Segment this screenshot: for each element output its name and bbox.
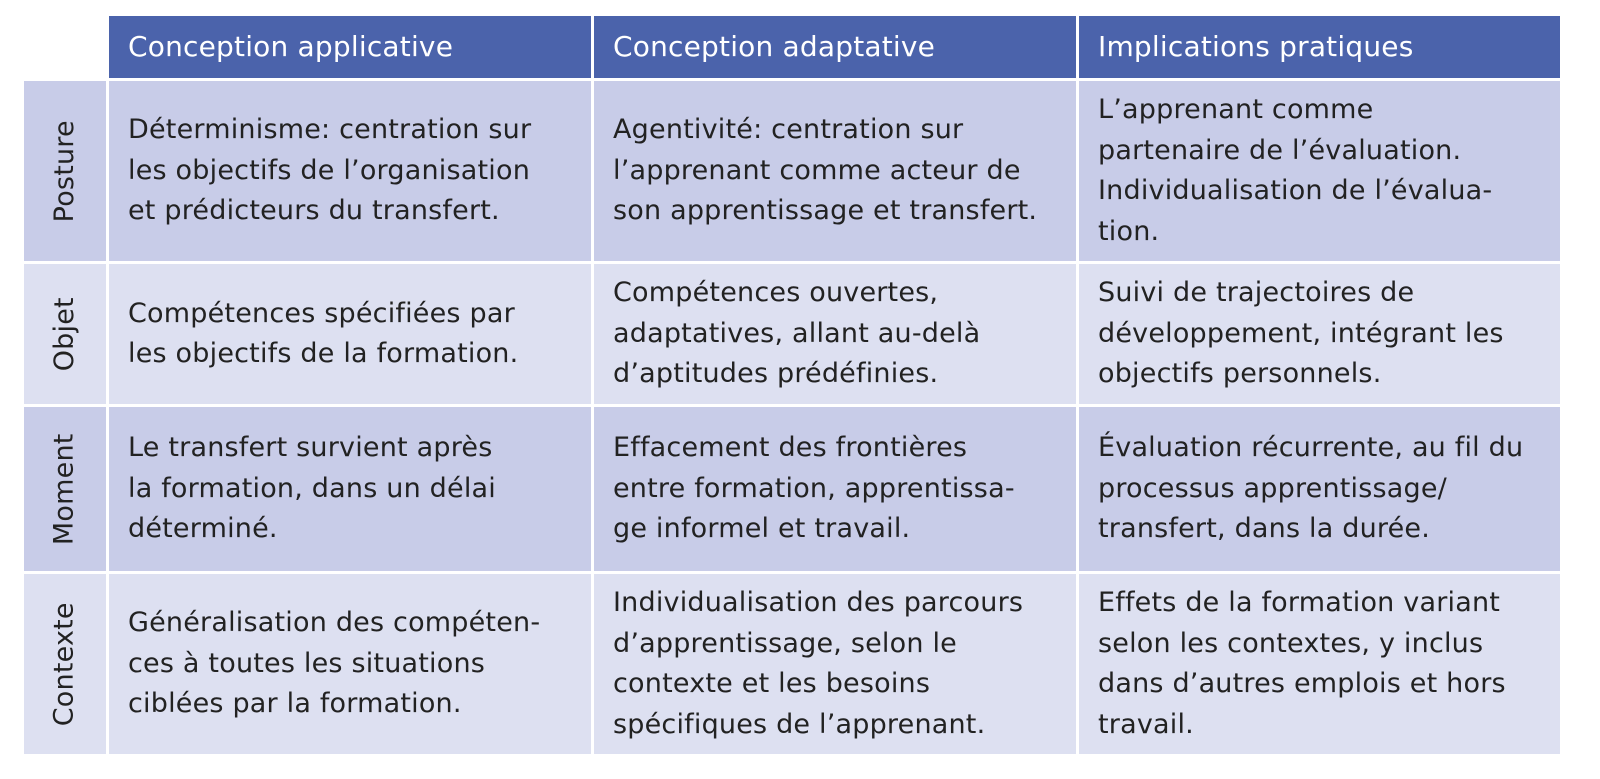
table-cell: Évaluation récurrente, au fil du processus apprentissage/ transfert, dans la durée. [1079, 407, 1560, 571]
row-header-moment [24, 407, 106, 571]
table-cell: Agentivité: centration sur l’apprenant comme acteur de son apprentissage et transfert. [594, 81, 1076, 261]
row-label: Moment [48, 433, 80, 545]
table-cell: Suivi de trajectoires de développement, intégrant les objectifs personnels. [1079, 264, 1560, 404]
table-cell: Effets de la formation variant selon les contextes, y inclus dans d’autres emplois et hors travail. [1079, 574, 1560, 754]
table-cell: L’apprenant comme partenaire de l’évaluation. Individualisation de l’évalua- tion. [1079, 81, 1560, 261]
table-cell: Effacement des frontières entre formation, apprentissa- ge informel et travail. [594, 407, 1076, 571]
row-label: Contexte [48, 602, 80, 726]
row-label: Posture [48, 119, 80, 223]
table-cell: Déterminisme: centration sur les objectifs de l’organisation et prédicteurs du transfert. [109, 81, 591, 261]
row-header-objet [24, 264, 106, 404]
row-label: Objet [48, 296, 80, 372]
table-cell: Généralisation des compéten- ces à toutes les situations ciblées par la formation. [109, 574, 591, 754]
table-cell: Compétences spécifiées par les objectifs de la formation. [109, 264, 591, 404]
table-corner [24, 16, 106, 78]
comparison-table [24, 16, 1581, 758]
column-header-implications-pratiques: Implications pratiques [1079, 16, 1560, 78]
table-cell: Individualisation des parcours d’apprentissage, selon le contexte et les besoins spécifiques de l’apprenant. [594, 574, 1076, 754]
table-cell: Compétences ouvertes, adaptatives, allant au-delà d’aptitudes prédéfinies. [594, 264, 1076, 404]
row-header-contexte [24, 574, 106, 754]
table-cell: Le transfert survient après la formation, dans un délai déterminé. [109, 407, 591, 571]
column-header-conception-applicative: Conception applicative [109, 16, 591, 78]
row-header-posture [24, 81, 106, 261]
column-header-conception-adaptative: Conception adaptative [594, 16, 1076, 78]
